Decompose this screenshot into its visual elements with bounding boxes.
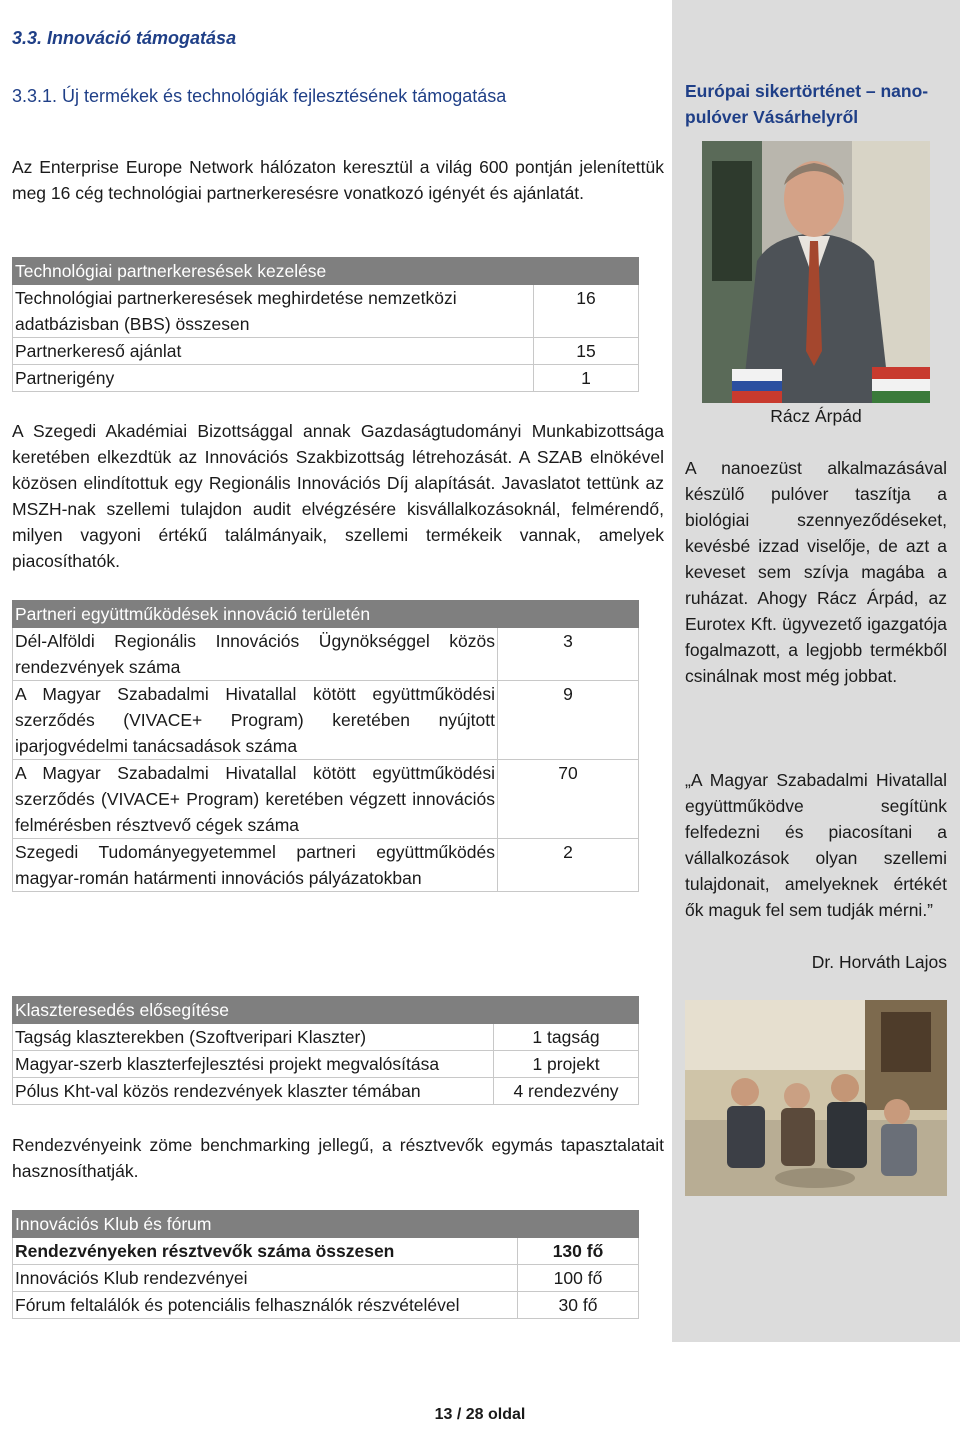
row-value: 100 fő — [518, 1265, 639, 1292]
row-label: Partnerkereső ajánlat — [13, 338, 534, 365]
success-story-sidebar — [672, 0, 960, 1342]
cluster-table — [12, 996, 639, 1105]
table-row — [13, 1238, 639, 1265]
row-value: 3 — [498, 628, 639, 681]
row-label: Innovációs Klub rendezvényei — [13, 1265, 518, 1292]
row-label: Dél-Alföldi Regionális Innovációs Ügynökséggel közös rendezvények száma — [13, 628, 498, 681]
table-row — [13, 1024, 639, 1051]
table-row — [13, 1292, 639, 1319]
table-row — [13, 681, 639, 760]
row-label: A Magyar Szabadalmi Hivatallal kötött együttműködési szerződés (VIVACE+ Program) keretében nyújtott iparjogvédelmi tanácsadások száma — [13, 681, 498, 760]
row-value: 70 — [498, 760, 639, 839]
row-value: 9 — [498, 681, 639, 760]
table-row — [13, 1078, 639, 1105]
table-row — [13, 760, 639, 839]
table-row — [13, 628, 639, 681]
table-row — [13, 365, 639, 392]
row-value: 2 — [498, 839, 639, 892]
table-row — [13, 285, 639, 338]
row-label: Magyar-szerb klaszterfejlesztési projekt megvalósítása — [13, 1051, 494, 1078]
row-value: 4 rendezvény — [494, 1078, 639, 1105]
row-value: 15 — [534, 338, 639, 365]
photo-caption: Rácz Árpád — [770, 406, 862, 426]
row-label: Partnerigény — [13, 365, 534, 392]
row-label: Technológiai partnerkeresések meghirdetése nemzetközi adatbázisban (BBS) összesen — [13, 285, 534, 338]
table-header: Partneri együttműködések innováció területén — [13, 601, 639, 628]
table-header: Klaszteresedés elősegítése — [13, 997, 639, 1024]
row-value: 30 fő — [518, 1292, 639, 1319]
quote-text: „A Magyar Szabadalmi Hivatallal együttműködve segítünk felfedezni és piacosítani a vállalkozások olyan szellemi tulajdonait, amelyeknek értékét ők maguk fel sem tudják mérni.” — [685, 770, 947, 920]
table-row — [13, 338, 639, 365]
section-title: 3.3. Innováció támogatása — [12, 28, 237, 48]
subsection-title: 3.3.1. Új termékek és technológiák fejlesztésének támogatása — [12, 86, 507, 106]
row-label: Szegedi Tudományegyetemmel partneri együttműködés magyar-román határmenti innovációs pályázatokban — [13, 839, 498, 892]
quote-author: Dr. Horváth Lajos — [811, 952, 947, 972]
row-label: A Magyar Szabadalmi Hivatallal kötött együttműködési szerződés (VIVACE+ Program) keretében végzett innovációs felmérésben résztvevő cégek száma — [13, 760, 498, 839]
row-value: 130 fő — [518, 1238, 639, 1265]
table-row — [13, 1265, 639, 1292]
row-value: 1 projekt — [494, 1051, 639, 1078]
row-label: Pólus Kht-val közös rendezvények klaszter témában — [13, 1078, 494, 1105]
row-label: Fórum feltalálók és potenciális felhasználók részvételével — [13, 1292, 518, 1319]
table-header: Innovációs Klub és fórum — [13, 1211, 639, 1238]
portrait-photo — [702, 141, 930, 403]
row-label: Tagság klaszterekben (Szoftveripari Klaszter) — [13, 1024, 494, 1051]
table-row — [13, 1051, 639, 1078]
sidebar-title: Európai sikertörténet – nano-pulóver Vásárhelyről — [685, 81, 929, 127]
intro-paragraph: Az Enterprise Europe Network hálózaton keresztül a világ 600 pontján jelenítettük meg 16 cég technológiai partnerkeresésre vonatkozó igényét és ajánlatát. — [12, 157, 664, 203]
meeting-photo — [685, 1000, 947, 1196]
table-row — [13, 839, 639, 892]
row-value: 1 tagság — [494, 1024, 639, 1051]
row-value: 1 — [534, 365, 639, 392]
row-label: Rendezvényeken résztvevők száma összesen — [13, 1238, 518, 1265]
page-number: 13 / 28 oldal — [434, 1406, 526, 1423]
partner-cooperation-table — [12, 600, 639, 892]
partner-search-table — [12, 257, 639, 392]
table-header: Technológiai partnerkeresések kezelése — [13, 258, 639, 285]
benchmark-paragraph: Rendezvényeink zöme benchmarking jellegű, a résztvevők egymás tapasztalatait hasznosíthatják. — [12, 1135, 664, 1181]
szab-paragraph: A Szegedi Akadémiai Bizottsággal annak Gazdaságtudományi Munkabizottsága keretében elkezdtük az Innovációs Szakbizottság létrehozását. A SZAB elnökével közösen elindítottuk egy Regionális Innovációs Díj alapítását. Javaslatot tettünk az MSZH-nak szellemi tulajdon audit elvégzésére kisvállalkozásoknál, felmérendő, milyen vagyoni értékű találmányaik, szellemi termékeik vannak, amelyek piacosíthatók. — [12, 421, 664, 571]
innovation-club-table — [12, 1210, 639, 1319]
story-text: A nanoezüst alkalmazásával készülő pulóver taszítja a biológiai szennyeződéseket, kevésbé izzad viselője, de azt a keveset sem szívja magába a ruházat. Ahogy Rácz Árpád, az Eurotex Kft. ügyvezető igazgatója fogalmazott, a legjobb termékből csinálnak most még jobbat. — [685, 458, 947, 686]
row-value: 16 — [534, 285, 639, 338]
